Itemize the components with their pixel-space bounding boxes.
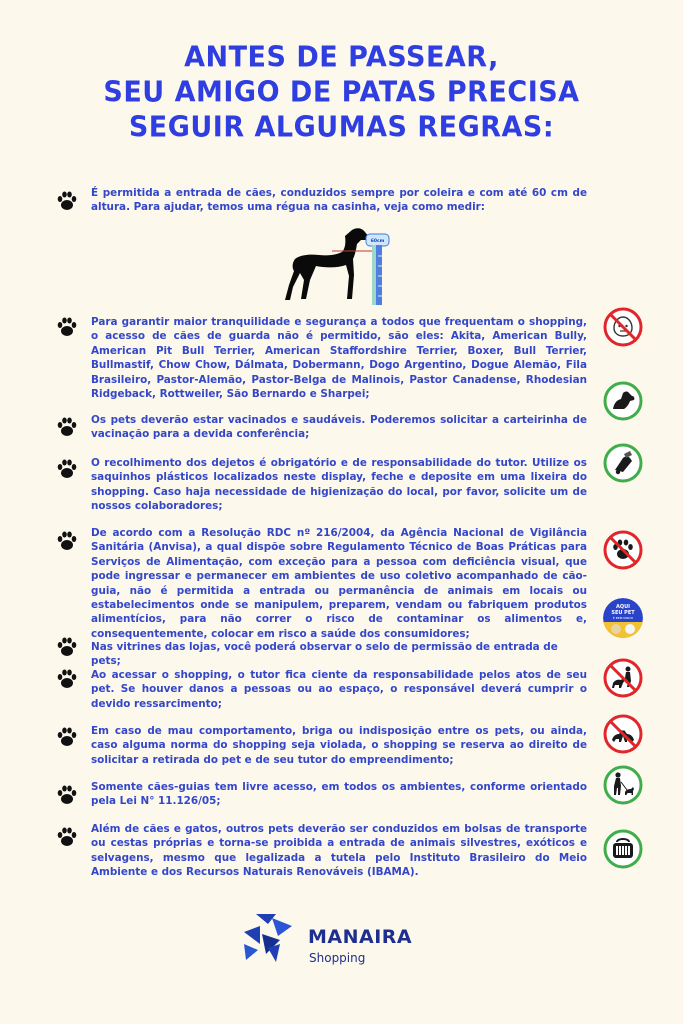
paw-icon [56, 726, 78, 748]
guide-dog-icon [603, 765, 643, 805]
pet-welcome-badge [603, 598, 643, 638]
title-line-3: SEGUIR ALGUMAS REGRAS: [128, 111, 555, 144]
ruler-icon [366, 234, 389, 305]
no-dog-fight-icon [603, 714, 643, 754]
rule-9-text: Somente cães-guias tem livre acesso, em todos os ambientes, conforme orientado pela Lei N° 11.126/05; [91, 781, 587, 808]
paw-icon [56, 316, 78, 338]
paw-icon [56, 416, 78, 438]
paw-icon [56, 826, 78, 848]
title-line-2: SEU AMIGO DE PATAS PRECISA [103, 76, 580, 109]
paw-icon [56, 190, 78, 212]
paw-icon [56, 668, 78, 690]
paw-icon [56, 530, 78, 552]
paw-icon [56, 458, 78, 480]
badge-line-2: SEU PET [611, 610, 635, 616]
badge-line-3: É BEM-VINDO [612, 616, 634, 620]
pet-carrier-icon [603, 829, 643, 869]
no-guard-dog-icon [603, 307, 643, 347]
healthy-dog-icon [603, 381, 643, 421]
rule-7-text: Ao acessar o shopping, o tutor fica ciente da responsabilidade pelos atos de seu pet. Se houver danos a pessoas ou ao espaço, o responsável deverá cumprir o devido ressarcimento; [91, 669, 587, 710]
rule-4-text: O recolhimento dos dejetos é obrigatório e de responsabilidade do tutor. Utilize os saquinhos plásticos localizados neste display, feche e deposite em uma lixeira do shopping. Caso haja necessidade de higienização do local, por favor, solicite um de nossos colaboradores; [91, 457, 587, 513]
paw-icon [56, 784, 78, 806]
rule-6-text: Nas vitrines das lojas, você poderá observar o selo de permissão de entrada de pets; [91, 641, 558, 668]
title-line-1: ANTES DE PASSEAR, [184, 41, 499, 74]
paw-icon [56, 636, 78, 658]
brand-name: MANAIRA [308, 926, 413, 948]
rule-2-text: Para garantir maior tranquilidade e segurança a todos que frequentam o shopping, o acesso de cães de guarda não é permitido, são eles: Akita, American Bully, American Pit Bull Terrier, American Staffordshire Terrier, Boxer, Bull Terrier, Bullmastif, Chow Chow, Dálmata, Dobermann, Dogo Argentino, Dogue Alemão, Fila Brasileiro, Pastor-Alemão, Pastor-Belga de Malinois, Pastor Canadense, Rhodesian Ridgeback, Rottweiler, São Bernardo e Sharpei; [91, 316, 587, 401]
badge-line-1: AQUI [615, 604, 631, 610]
no-pets-icon [603, 530, 643, 570]
pick-up-waste-icon [603, 443, 643, 483]
ruler-label: 60cm [370, 239, 385, 244]
rule-3-text: Os pets deverão estar vacinados e saudáveis. Poderemos solicitar a carteirinha de vacinação para a devida conferência; [91, 414, 587, 441]
page-title [0, 40, 683, 145]
rule-10-text: Além de cães e gatos, outros pets deverão ser conduzidos em bolsas de transporte ou cestas próprias e torna-se proibida a entrada de animais silvestres, exóticos e selvagens, mesmo que legalizada a tutela pelo Instituto Brasileiro do Meio Ambiente e dos Recursos Naturais Renováveis (IBAMA). [91, 823, 587, 879]
rule-1-text: É permitida a entrada de cães, conduzidos sempre por coleira e com até 60 cm de altura. Para ajudar, temos uma régua na casinha, veja como medir: [91, 187, 587, 214]
rule-5-text: De acordo com a Resolução RDC nº 216/2004, da Agência Nacional de Vigilância Sanitária (Anvisa), a qual dispõe sobre Regulamento Técnico de Boas Práticas para Serviços de Alimentação, com exceção para a pessoa com deficiência visual, que pode ingressar e permanecer em ambientes de uso coletivo acompanhado de cão-guia, não é permitida a entrada ou permanência de animais em locais ou estabelecimentos onde se manipulem, preparem, vendam ou fabriquem produtos alimentícios, para não correr o risco de contaminar os alimentos e, consequentemente, colocar em risco a saúde dos consumidores; [91, 527, 587, 640]
brand-subtitle: Shopping [309, 951, 366, 965]
no-dog-attack-icon [603, 658, 643, 698]
rule-8-text: Em caso de mau comportamento, briga ou indisposição entre os pets, ou ainda, caso alguma norma do shopping seja violada, o shopping se reserva ao direito de solicitar a retirada do pet e de seu tutor do empreendimento; [91, 725, 587, 766]
dog-measure-illustration [260, 226, 395, 308]
manaira-logo-icon [242, 912, 298, 964]
dog-silhouette-icon [285, 228, 369, 300]
